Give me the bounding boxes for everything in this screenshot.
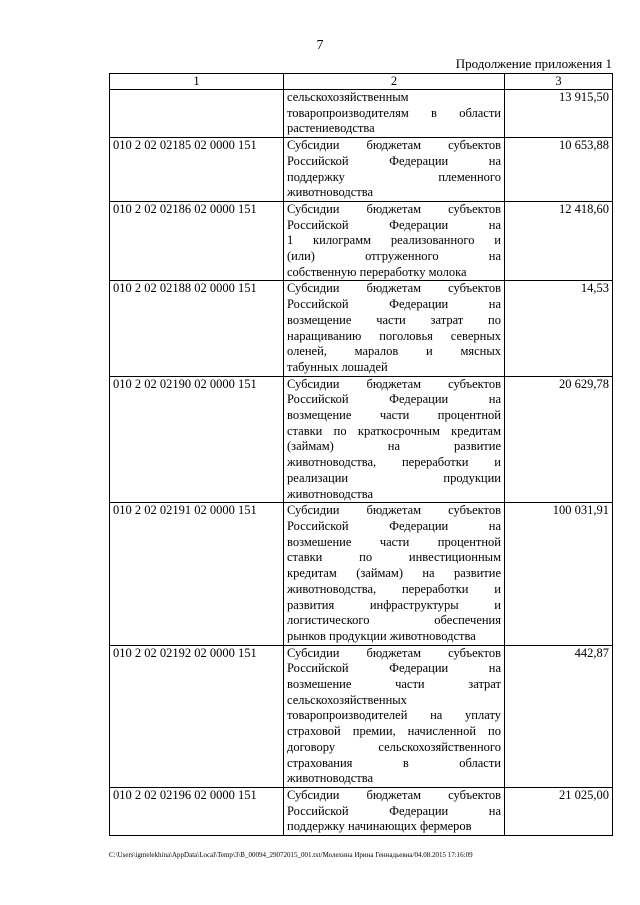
description-line: Российской Федерации на bbox=[287, 803, 501, 818]
description-line: Субсидии бюджетам субъектов bbox=[287, 503, 501, 518]
description-line: ставки по краткосрочным кредитам bbox=[287, 423, 501, 438]
description-line: Субсидии бюджетам субъектов bbox=[287, 281, 501, 296]
description-line: Российской Федерации на bbox=[287, 297, 501, 312]
column-header-description: 2 bbox=[284, 74, 505, 90]
description-line: 1 килограмм реализованного и bbox=[287, 233, 501, 248]
table-row bbox=[110, 787, 613, 835]
description-line: растениеводства bbox=[287, 121, 375, 136]
row-description bbox=[284, 376, 505, 503]
column-header-amount: 3 bbox=[505, 74, 613, 90]
description-line: логистического обеспечения bbox=[287, 613, 501, 628]
description-line: страховой премии, начисленной по bbox=[287, 724, 501, 739]
description-line: животноводства bbox=[287, 771, 373, 786]
table-row bbox=[110, 281, 613, 376]
description-line: табунных лошадей bbox=[287, 359, 388, 374]
row-code: 010 2 02 02188 02 0000 151 bbox=[110, 281, 284, 376]
row-amount: 13 915,50 bbox=[505, 90, 613, 138]
description-line: наращиванию поголовья северных bbox=[287, 328, 501, 343]
description-line: оленей, маралов и мясных bbox=[287, 344, 501, 359]
continuation-label: Продолжение приложения 1 bbox=[455, 56, 612, 71]
description-line: товаропроизводителей на уплату bbox=[287, 708, 501, 723]
description-line: страхования в области bbox=[287, 755, 501, 770]
row-amount: 442,87 bbox=[505, 645, 613, 787]
page-number: 7 bbox=[316, 38, 324, 53]
row-amount: 12 418,60 bbox=[505, 201, 613, 281]
description-line: возмещение части затрат по bbox=[287, 312, 501, 327]
row-description bbox=[284, 201, 505, 281]
description-line: собственную переработку молока bbox=[287, 264, 467, 279]
row-code: 010 2 02 02192 02 0000 151 bbox=[110, 645, 284, 787]
row-description bbox=[284, 787, 505, 835]
description-line: (займам) на развитие bbox=[287, 439, 501, 454]
table-row bbox=[110, 503, 613, 645]
description-line: кредитам (займам) на развитие bbox=[287, 566, 501, 581]
row-code: 010 2 02 02185 02 0000 151 bbox=[110, 138, 284, 202]
row-description bbox=[284, 90, 505, 138]
description-line: возмещение части процентной bbox=[287, 408, 501, 423]
row-code: 010 2 02 02190 02 0000 151 bbox=[110, 376, 284, 503]
description-line: Субсидии бюджетам субъектов bbox=[287, 138, 501, 153]
description-line: поддержку начинающих фермеров bbox=[287, 819, 472, 834]
table-row bbox=[110, 90, 613, 138]
row-description bbox=[284, 138, 505, 202]
description-line: Субсидии бюджетам субъектов bbox=[287, 376, 501, 391]
description-line: поддержку племенного bbox=[287, 169, 501, 184]
description-line: договору сельскохозяйственного bbox=[287, 739, 501, 754]
row-code: 010 2 02 02196 02 0000 151 bbox=[110, 787, 284, 835]
description-line: животноводства, переработки и bbox=[287, 581, 501, 596]
row-description bbox=[284, 281, 505, 376]
description-line: товаропроизводителям в области bbox=[287, 105, 501, 120]
description-line: сельскохозяйственных bbox=[287, 692, 407, 707]
description-line: Российской Федерации на bbox=[287, 661, 501, 676]
row-amount: 100 031,91 bbox=[505, 503, 613, 645]
table-header-row bbox=[110, 74, 613, 90]
description-line: возмешение части затрат bbox=[287, 677, 501, 692]
footer-file-path: C:\Users\igmelekhina\AppData\Local\Temp\3\B_00094_29072015_001.txt/Молехина Ирина Геннадьевна/04.08.2015 17:16:09 bbox=[109, 851, 473, 859]
description-line: Российской Федерации на bbox=[287, 153, 501, 168]
description-line: Субсидии бюджетам субъектов bbox=[287, 645, 501, 660]
description-line: возмешение части процентной bbox=[287, 534, 501, 549]
description-line: животноводства, переработки и bbox=[287, 455, 501, 470]
row-code bbox=[110, 90, 284, 138]
row-code: 010 2 02 02191 02 0000 151 bbox=[110, 503, 284, 645]
table-row bbox=[110, 376, 613, 503]
row-code: 010 2 02 02186 02 0000 151 bbox=[110, 201, 284, 281]
budget-table bbox=[109, 73, 613, 836]
row-amount: 20 629,78 bbox=[505, 376, 613, 503]
table-row bbox=[110, 138, 613, 202]
row-amount: 21 025,00 bbox=[505, 787, 613, 835]
description-line: (или) отгруженного на bbox=[287, 249, 501, 264]
description-line: реализации продукции bbox=[287, 470, 501, 485]
description-line: сельскохозяйственным bbox=[287, 90, 409, 104]
row-amount: 14,53 bbox=[505, 281, 613, 376]
description-line: животноводства bbox=[287, 486, 373, 501]
table-row bbox=[110, 201, 613, 281]
row-amount: 10 653,88 bbox=[505, 138, 613, 202]
column-header-code: 1 bbox=[110, 74, 284, 90]
description-line: Российской Федерации на bbox=[287, 392, 501, 407]
description-line: Российской Федерации на bbox=[287, 518, 501, 533]
row-description bbox=[284, 645, 505, 787]
description-line: развития инфраструктуры и bbox=[287, 597, 501, 612]
description-line: Российской Федерации на bbox=[287, 217, 501, 232]
description-line: Субсидии бюджетам субъектов bbox=[287, 787, 501, 802]
row-description bbox=[284, 503, 505, 645]
description-line: Субсидии бюджетам субъектов bbox=[287, 201, 501, 216]
description-line: ставки по инвестиционным bbox=[287, 550, 501, 565]
table-row bbox=[110, 645, 613, 787]
description-line: животноводства bbox=[287, 185, 373, 200]
description-line: рынков продукции животноводства bbox=[287, 628, 476, 643]
